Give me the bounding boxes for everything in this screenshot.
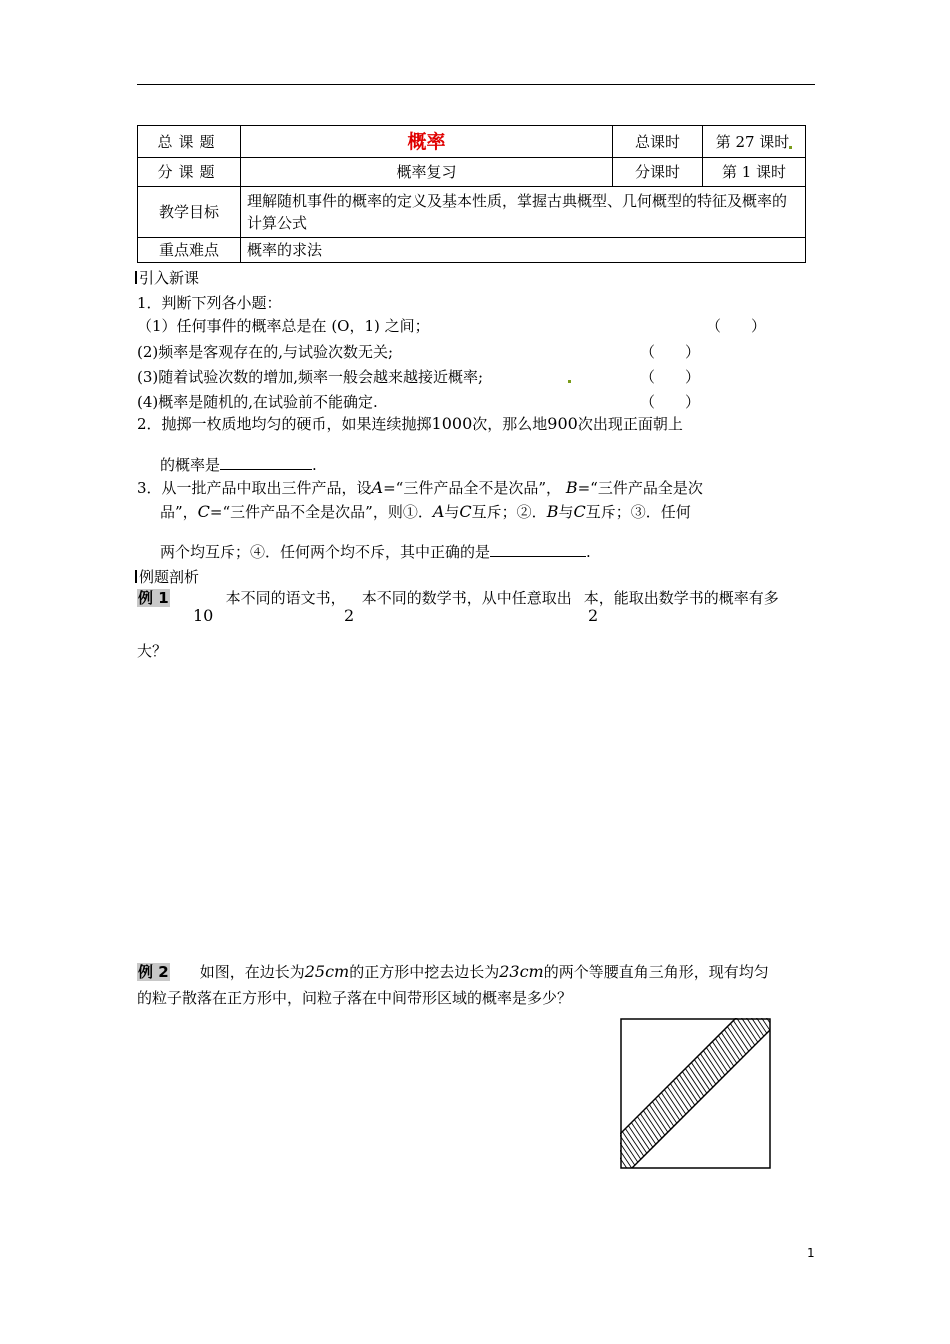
q1-item-1-answer: （ ） (706, 317, 767, 335)
hatch-line (620, 1018, 680, 1170)
square-band-figure (620, 1018, 772, 1170)
q1-item-3: (3)随着试验次数的增加,频率一般会越来越接近概率; (137, 368, 484, 386)
example-2-label: 例 2 (138, 963, 169, 981)
q1-item-2: (2)频率是客观存在的,与试验次数无关; (137, 343, 394, 361)
hatch-line (765, 1018, 772, 1170)
hatch-line (620, 1018, 690, 1170)
example-1-num-2b: 2 (588, 606, 599, 625)
value-total-hours: 第 27 课时 (703, 126, 806, 158)
hatch-line (620, 1018, 660, 1170)
hatch-line (620, 1018, 695, 1170)
hatch-line (730, 1018, 772, 1170)
lesson-info-table (137, 125, 806, 263)
hatch-lines (620, 1018, 772, 1170)
section-heading-intro: 引入新课 (135, 267, 199, 289)
example-2-line-1: 例 2 如图，在边长为25cm的正方形中挖去边长为23cm的两个等腰直角三角形，现有均匀 (138, 962, 769, 981)
hatch-line (665, 1018, 772, 1170)
example-1-line-1: 例 1 本不同的语文书， 本不同的数学书，从中任意取出 本，能取出数学书的概率有多 (138, 589, 779, 607)
example-1-num-10: 10 (193, 606, 214, 625)
q1-item-2-answer: （ ） (640, 343, 701, 361)
band-lower-edge (632, 1030, 770, 1168)
key-points-text: 概率的求法 (241, 238, 806, 263)
section-heading-examples: 例题剖析 (135, 566, 199, 588)
hatch-line (675, 1018, 772, 1170)
q1-stem: 1．判断下列各小题： (137, 294, 282, 312)
q3-line-2: 品”，C=“三件产品不全是次品”，则①．A与C互斥；②．B与C互斥；③．任何 (160, 502, 691, 521)
label-total-hours: 总课时 (613, 126, 703, 158)
label-main-topic: 总课题 (138, 126, 241, 158)
hatch-line (700, 1018, 772, 1170)
label-sub-hours: 分课时 (613, 158, 703, 187)
band-upper-edge (620, 1018, 736, 1134)
example-1-label: 例 1 (138, 589, 169, 607)
q2-line-2: 的概率是 . (160, 456, 317, 474)
hatch-line (620, 1018, 650, 1170)
q2-answer-blank (220, 455, 312, 470)
example-1-num-2a: 2 (344, 606, 355, 625)
sub-topic-title: 概率复习 (241, 158, 613, 187)
lesson-title: 概率 (241, 126, 613, 158)
value-sub-hours: 第 1 课时 (703, 158, 806, 187)
hatch-line (735, 1018, 772, 1170)
label-key-points: 重点难点 (138, 238, 241, 263)
example-1-line-2: 大？ (137, 642, 168, 660)
q2-line-1: 2．抛掷一枚质地均匀的硬币，如果连续抛掷1000次，那么地900次出现正面朝上 (137, 414, 683, 433)
example-2-line-2: 的粒子散落在正方形中，问粒子落在中间带形区域的概率是多少？ (137, 989, 573, 1007)
q3-line-1: 3．从一批产品中取出三件产品，设A=“三件产品全不是次品”， B=“三件产品全是次 (137, 478, 703, 497)
hatch-line (620, 1018, 710, 1170)
hatch-line (750, 1018, 772, 1170)
page-number: 1 (807, 1246, 815, 1260)
q3-line-3: 两个均互斥；④．任何两个均不斥，其中正确的是 . (160, 543, 591, 561)
q1-item-1: （1）任何事件的概率总是在 (O，1) 之间； (137, 317, 430, 335)
stray-mark (568, 380, 571, 383)
hatch-line (720, 1018, 772, 1170)
q1-item-3-answer: （ ） (640, 368, 701, 386)
q1-item-4: (4)概率是随机的,在试验前不能确定. (137, 393, 378, 411)
teaching-goal-text: 理解随机事件的概率的定义及基本性质，掌握古典概型、几何概型的特征及概率的计算公式 (241, 187, 806, 238)
header-rule (137, 84, 815, 85)
label-sub-topic: 分课题 (138, 158, 241, 187)
hatch-line (705, 1018, 772, 1170)
label-teaching-goal: 教学目标 (138, 187, 241, 238)
hatch-line (715, 1018, 772, 1170)
q1-item-4-answer: （ ） (640, 393, 701, 411)
hatch-line (740, 1018, 772, 1170)
hatch-line (710, 1018, 772, 1170)
q3-answer-blank (490, 542, 586, 557)
